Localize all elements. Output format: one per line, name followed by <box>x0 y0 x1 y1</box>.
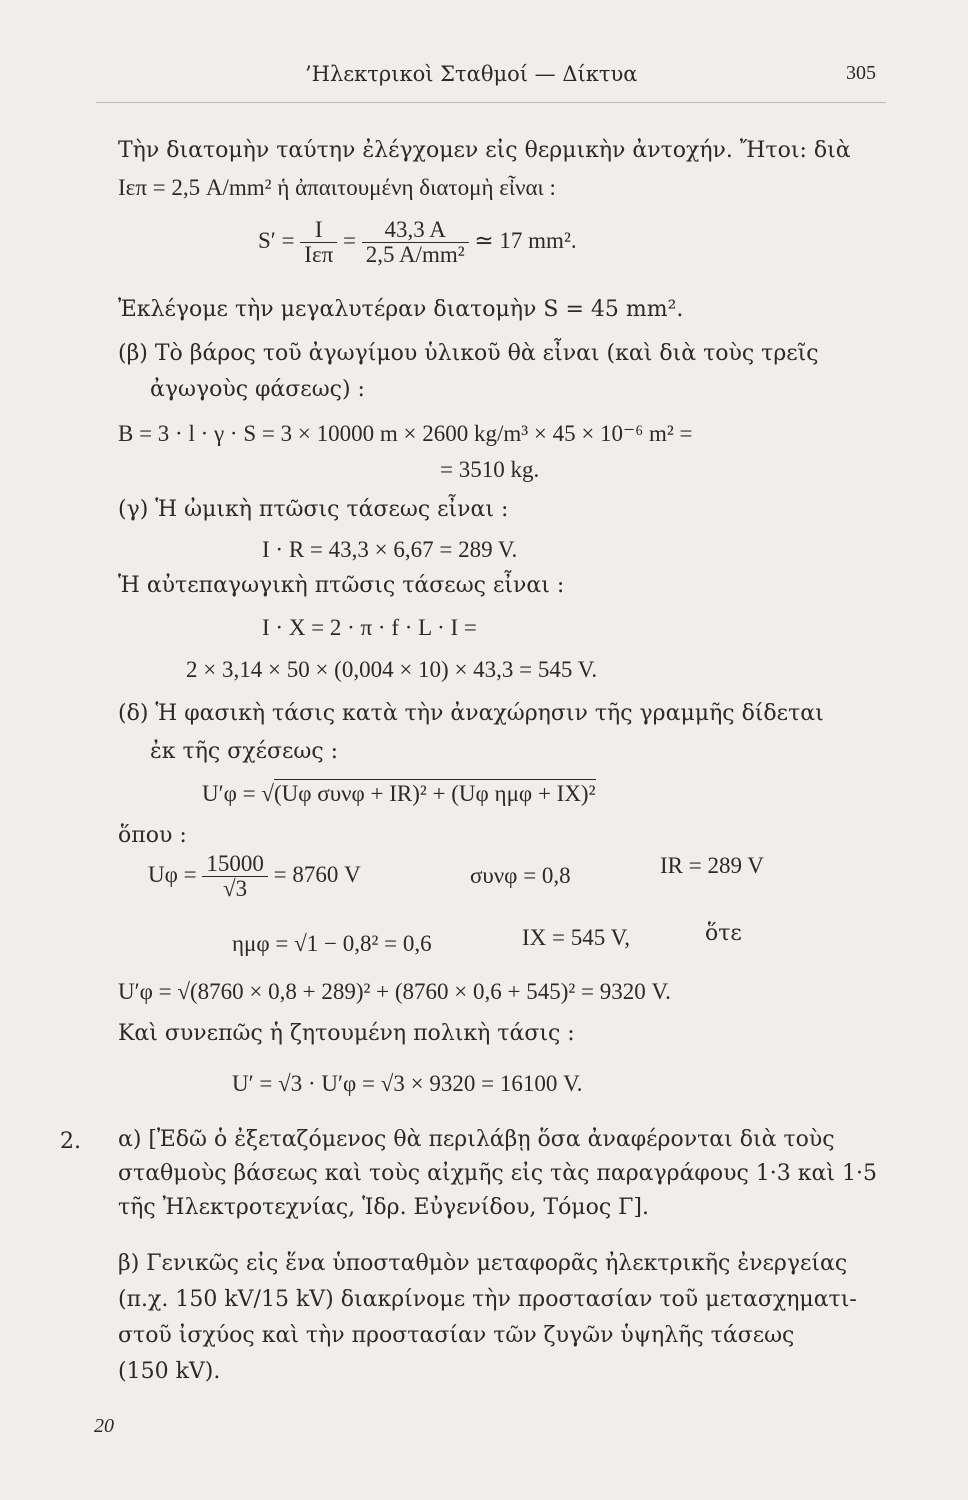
ix-value: IX = 545 V, <box>522 925 630 950</box>
ohmic-drop-equation: I · R = 43,3 × 6,67 = 289 V. <box>262 537 518 562</box>
s-prime-lhs: S′ = <box>258 227 295 253</box>
beta-line-2: ἀγωγοὺς φάσεως) : <box>150 377 365 402</box>
part-b-line-1: β) Γενικῶς εἰς ἕνα ὑποσταθμὸν μεταφορᾶς ἠλεκτρικῆς ἐνεργείας <box>118 1251 848 1276</box>
phase-formula-radicand: (Uφ συνφ + IR)² + (Uφ ημφ + IX)² <box>274 781 596 806</box>
problem-number: 2. <box>60 1129 81 1154</box>
ote-word: ὅτε <box>705 921 742 946</box>
consequently-line: Καὶ συνεπῶς ἡ ζητουμένη πολικὴ τάσις : <box>118 1021 575 1046</box>
fraction-current-over-density <box>362 218 469 267</box>
uphi-fraction <box>202 852 268 901</box>
fraction-denominator: 2,5 A/mm² <box>365 242 465 267</box>
inductive-equation-2: 2 × 3,14 × 50 × (0,004 × 10) × 43,3 = 545 V. <box>186 657 598 682</box>
part-a-line-2: σταθμοὺς βάσεως καὶ τοὺς αἰχμῆς εἰς τὰς παραγράφους 1·3 καὶ 1·5 <box>118 1161 877 1186</box>
uphi-result: = 8760 V <box>273 861 361 887</box>
uphi-equation <box>148 852 361 901</box>
s-prime-equation <box>258 218 577 267</box>
sin-phi-value: ημφ = √1 − 0,8² = 0,6 <box>232 931 432 956</box>
gamma-line: (γ) Ἡ ὠμικὴ πτῶσις τάσεως εἶναι : <box>118 497 509 522</box>
ir-value: IR = 289 V <box>660 853 764 878</box>
fraction-denominator: Iεπ <box>304 242 334 267</box>
cos-phi-value: συνφ = 0,8 <box>470 863 571 888</box>
inductive-equation-1: I · X = 2 · π · f · L · I = <box>262 615 477 640</box>
polar-voltage-equation: U′ = √3 · U′φ = √3 × 9320 = 16100 V. <box>232 1071 583 1096</box>
fraction-numerator: I <box>300 218 337 243</box>
running-title: ’Ηλεκτρικοὶ Σταθμοί — Δίκτυα <box>305 62 638 86</box>
signature-number: 20 <box>94 1415 114 1437</box>
fraction-numerator: 15000 <box>202 852 268 877</box>
phase-formula-lhs: U′φ = √ <box>202 781 275 806</box>
page-number: 305 <box>846 62 876 84</box>
choose-cross-section-line: Ἐκλέγομε τὴν μεγαλυτέραν διατομὴν S = 45 mm². <box>118 297 684 322</box>
uphi-prime-equation: U′φ = √(8760 × 0,8 + 289)² + (8760 × 0,6 + 545)² = 9320 V. <box>118 979 671 1004</box>
inductive-line: Ἡ αὐτεπαγωγικὴ πτῶσις τάσεως εἶναι : <box>118 573 565 598</box>
beta-line-1: (β) Τὸ βάρος τοῦ ἀγωγίμου ὑλικοῦ θὰ εἶναι (καὶ διὰ τοὺς τρεῖς <box>118 341 819 366</box>
where-label: ὅπου : <box>118 823 187 848</box>
weight-equation: B = 3 · l · γ · S = 3 × 10000 m × 2600 kg/m³ × 45 × 10⁻⁶ m² = <box>118 421 693 446</box>
phase-voltage-formula <box>202 780 596 808</box>
weight-result: = 3510 kg. <box>440 457 540 482</box>
part-b-line-3: στοῦ ἰσχύος καὶ τὴν προστασίαν τῶν ζυγῶν ὑψηλῆς τάσεως <box>118 1323 795 1348</box>
intro-line-2: Iεπ = 2,5 A/mm² ἡ ἀπαιτουμένη διατομὴ εἶναι : <box>118 175 556 200</box>
fraction-denominator: √3 <box>223 876 248 901</box>
fraction-numerator: 43,3 A <box>362 218 469 243</box>
uphi-lhs: Uφ = <box>148 861 197 887</box>
intro-line-1: Τὴν διατομὴν ταύτην ἐλέγχομεν εἰς θερμικὴν ἀντοχήν. Ἤτοι: διὰ <box>118 138 851 163</box>
header-rule <box>96 102 886 103</box>
s-prime-result: ≃ 17 mm². <box>474 227 577 253</box>
delta-line-1: (δ) Ἡ φασικὴ τάσις κατὰ τὴν ἀναχώρησιν τῆς γραμμῆς δίδεται <box>118 701 824 726</box>
delta-line-2: ἐκ τῆς σχέσεως : <box>150 739 339 764</box>
fraction-i-over-iep <box>300 218 337 267</box>
part-a-line-1: α) [Ἐδῶ ὁ ἐξεταζόμενος θὰ περιλάβῃ ὅσα ἀναφέρονται διὰ τοὺς <box>118 1127 835 1152</box>
part-a-line-3: τῆς Ἠλεκτροτεχνίας, Ἱδρ. Εὐγενίδου, Τόμος Γ]. <box>118 1195 650 1220</box>
part-b-line-4: (150 kV). <box>118 1359 221 1384</box>
part-b-line-2: (π.χ. 150 kV/15 kV) διακρίνομε τὴν προστασίαν τοῦ μετασχηματι- <box>118 1287 857 1312</box>
equals-sign: = <box>342 227 356 253</box>
